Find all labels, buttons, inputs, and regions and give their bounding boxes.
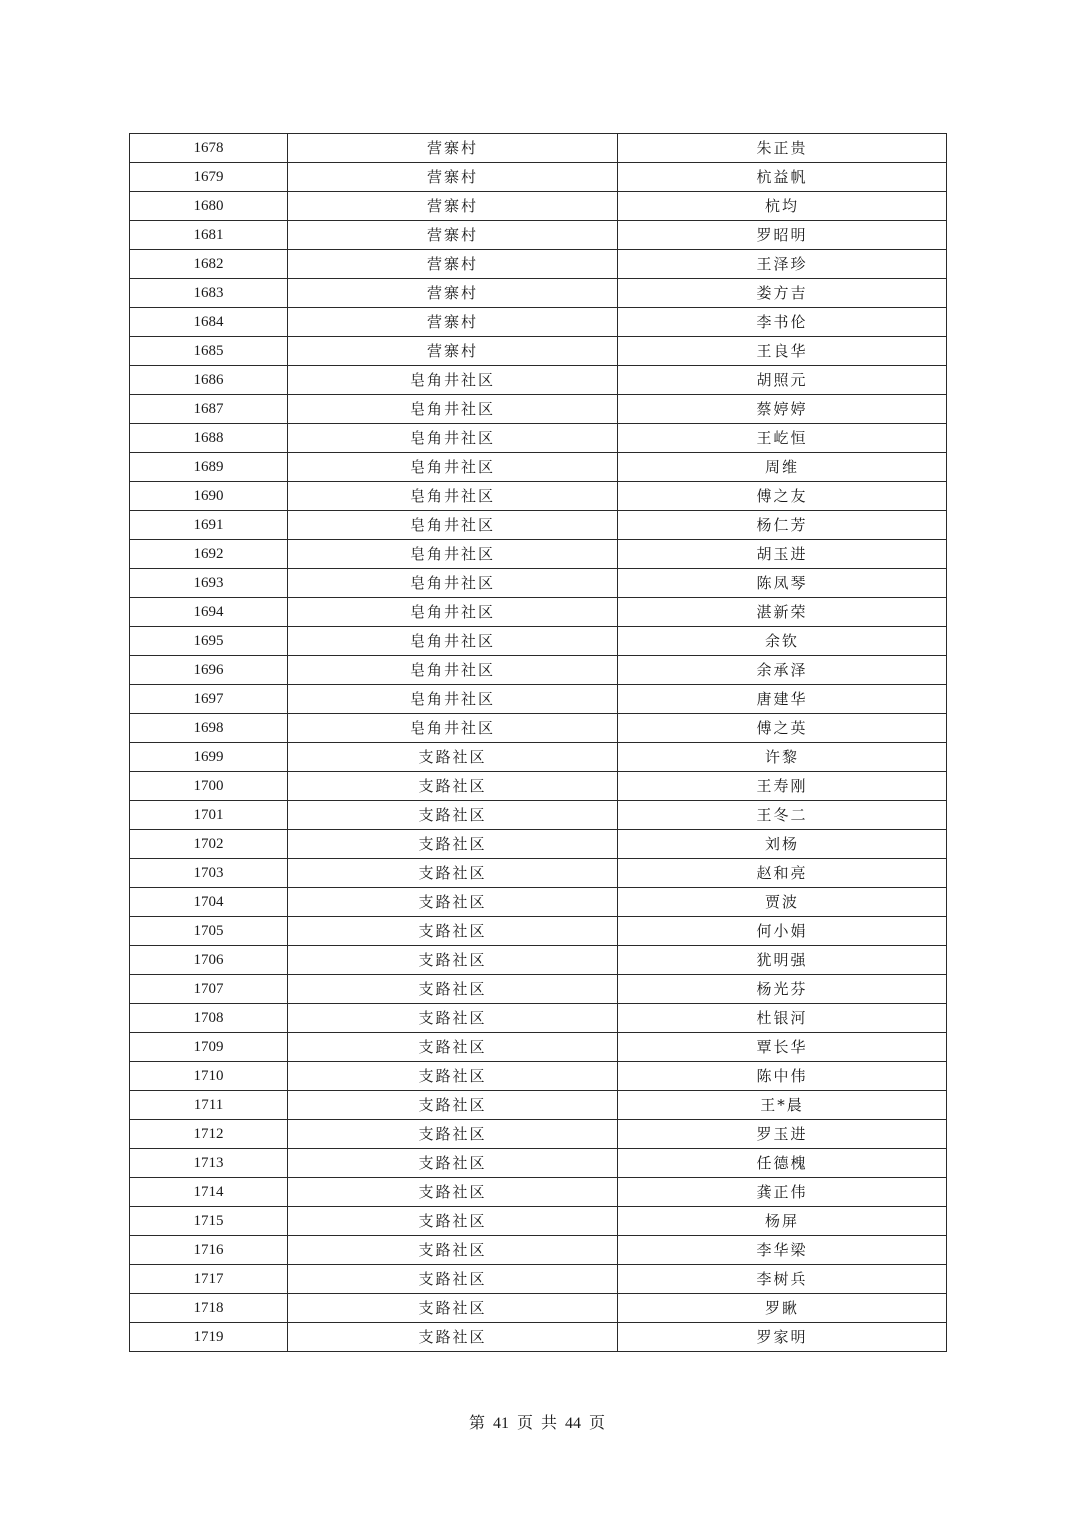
row-number-cell: 1699 <box>130 743 288 772</box>
name-cell: 罗昭明 <box>618 221 947 250</box>
row-number-cell: 1693 <box>130 569 288 598</box>
row-number-cell: 1716 <box>130 1236 288 1265</box>
community-cell: 皂角井社区 <box>288 627 618 656</box>
name-cell: 王良华 <box>618 337 947 366</box>
row-number-cell: 1694 <box>130 598 288 627</box>
row-number-cell: 1709 <box>130 1033 288 1062</box>
row-number-cell: 1682 <box>130 250 288 279</box>
community-cell: 支路社区 <box>288 743 618 772</box>
row-number-cell: 1718 <box>130 1294 288 1323</box>
table-row <box>130 975 947 1004</box>
table-row <box>130 772 947 801</box>
table-row <box>130 627 947 656</box>
community-cell: 支路社区 <box>288 1236 618 1265</box>
table-row <box>130 1265 947 1294</box>
row-number-cell: 1698 <box>130 714 288 743</box>
community-cell: 支路社区 <box>288 917 618 946</box>
table-row <box>130 482 947 511</box>
community-cell: 皂角井社区 <box>288 540 618 569</box>
community-cell: 皂角井社区 <box>288 511 618 540</box>
table-row <box>130 859 947 888</box>
row-number-cell: 1686 <box>130 366 288 395</box>
community-cell: 营寨村 <box>288 134 618 163</box>
name-cell: 犹明强 <box>618 946 947 975</box>
row-number-cell: 1708 <box>130 1004 288 1033</box>
name-cell: 王寿刚 <box>618 772 947 801</box>
name-cell: 王泽珍 <box>618 250 947 279</box>
table-row <box>130 1149 947 1178</box>
roster-table-body <box>130 134 947 1352</box>
row-number-cell: 1697 <box>130 685 288 714</box>
footer-current-page: 41 <box>492 1415 509 1432</box>
name-cell: 赵和亮 <box>618 859 947 888</box>
community-cell: 皂角井社区 <box>288 366 618 395</box>
table-row <box>130 395 947 424</box>
table-row <box>130 1004 947 1033</box>
community-cell: 支路社区 <box>288 801 618 830</box>
table-row <box>130 250 947 279</box>
footer-suffix: 页 <box>589 1415 606 1432</box>
table-row <box>130 1294 947 1323</box>
row-number-cell: 1684 <box>130 308 288 337</box>
table-row <box>130 830 947 859</box>
name-cell: 任德槐 <box>618 1149 947 1178</box>
community-cell: 支路社区 <box>288 975 618 1004</box>
name-cell: 许黎 <box>618 743 947 772</box>
name-cell: 何小娟 <box>618 917 947 946</box>
row-number-cell: 1681 <box>130 221 288 250</box>
name-cell: 陈中伟 <box>618 1062 947 1091</box>
community-cell: 支路社区 <box>288 1033 618 1062</box>
row-number-cell: 1696 <box>130 656 288 685</box>
footer-prefix: 第 <box>468 1415 485 1432</box>
table-row <box>130 946 947 975</box>
table-row <box>130 685 947 714</box>
table-row <box>130 1062 947 1091</box>
name-cell: 王*晨 <box>618 1091 947 1120</box>
table-row <box>130 163 947 192</box>
name-cell: 娄方吉 <box>618 279 947 308</box>
table-row <box>130 656 947 685</box>
footer-total-pages: 44 <box>565 1415 582 1432</box>
row-number-cell: 1703 <box>130 859 288 888</box>
table-row <box>130 1236 947 1265</box>
roster-table <box>129 133 947 1352</box>
name-cell: 龚正伟 <box>618 1178 947 1207</box>
community-cell: 皂角井社区 <box>288 482 618 511</box>
table-row <box>130 1178 947 1207</box>
name-cell: 刘杨 <box>618 830 947 859</box>
community-cell: 皂角井社区 <box>288 714 618 743</box>
footer-total-word: 共 <box>541 1415 558 1432</box>
community-cell: 支路社区 <box>288 830 618 859</box>
name-cell: 李树兵 <box>618 1265 947 1294</box>
community-cell: 皂角井社区 <box>288 598 618 627</box>
community-cell: 支路社区 <box>288 1149 618 1178</box>
table-row <box>130 453 947 482</box>
community-cell: 皂角井社区 <box>288 685 618 714</box>
table-row <box>130 279 947 308</box>
name-cell: 杨仁芳 <box>618 511 947 540</box>
row-number-cell: 1688 <box>130 424 288 453</box>
community-cell: 营寨村 <box>288 192 618 221</box>
page-footer <box>0 1410 1074 1433</box>
name-cell: 陈凤琴 <box>618 569 947 598</box>
row-number-cell: 1691 <box>130 511 288 540</box>
name-cell: 胡照元 <box>618 366 947 395</box>
table-row <box>130 598 947 627</box>
table-row <box>130 917 947 946</box>
row-number-cell: 1711 <box>130 1091 288 1120</box>
row-number-cell: 1683 <box>130 279 288 308</box>
name-cell: 傅之英 <box>618 714 947 743</box>
community-cell: 支路社区 <box>288 1062 618 1091</box>
community-cell: 支路社区 <box>288 1178 618 1207</box>
table-row <box>130 1120 947 1149</box>
table-row <box>130 1091 947 1120</box>
name-cell: 李书伦 <box>618 308 947 337</box>
community-cell: 营寨村 <box>288 163 618 192</box>
row-number-cell: 1705 <box>130 917 288 946</box>
name-cell: 朱正贵 <box>618 134 947 163</box>
row-number-cell: 1701 <box>130 801 288 830</box>
name-cell: 罗家明 <box>618 1323 947 1352</box>
name-cell: 杨光芬 <box>618 975 947 1004</box>
community-cell: 营寨村 <box>288 250 618 279</box>
community-cell: 支路社区 <box>288 859 618 888</box>
row-number-cell: 1714 <box>130 1178 288 1207</box>
name-cell: 罗瞅 <box>618 1294 947 1323</box>
row-number-cell: 1706 <box>130 946 288 975</box>
community-cell: 支路社区 <box>288 946 618 975</box>
table-row <box>130 221 947 250</box>
row-number-cell: 1712 <box>130 1120 288 1149</box>
name-cell: 杭益帆 <box>618 163 947 192</box>
name-cell: 余承泽 <box>618 656 947 685</box>
table-row <box>130 888 947 917</box>
table-row <box>130 801 947 830</box>
name-cell: 唐建华 <box>618 685 947 714</box>
row-number-cell: 1710 <box>130 1062 288 1091</box>
name-cell: 胡玉进 <box>618 540 947 569</box>
row-number-cell: 1702 <box>130 830 288 859</box>
community-cell: 营寨村 <box>288 337 618 366</box>
name-cell: 杜银河 <box>618 1004 947 1033</box>
row-number-cell: 1680 <box>130 192 288 221</box>
community-cell: 支路社区 <box>288 1004 618 1033</box>
community-cell: 支路社区 <box>288 1265 618 1294</box>
table-row <box>130 1323 947 1352</box>
name-cell: 湛新荣 <box>618 598 947 627</box>
row-number-cell: 1678 <box>130 134 288 163</box>
name-cell: 余钦 <box>618 627 947 656</box>
table-row <box>130 424 947 453</box>
name-cell: 贾波 <box>618 888 947 917</box>
community-cell: 支路社区 <box>288 1294 618 1323</box>
row-number-cell: 1692 <box>130 540 288 569</box>
row-number-cell: 1679 <box>130 163 288 192</box>
community-cell: 支路社区 <box>288 1323 618 1352</box>
row-number-cell: 1713 <box>130 1149 288 1178</box>
table-row <box>130 308 947 337</box>
table-row <box>130 743 947 772</box>
community-cell: 支路社区 <box>288 1091 618 1120</box>
row-number-cell: 1690 <box>130 482 288 511</box>
row-number-cell: 1695 <box>130 627 288 656</box>
community-cell: 皂角井社区 <box>288 453 618 482</box>
community-cell: 支路社区 <box>288 1120 618 1149</box>
community-cell: 皂角井社区 <box>288 424 618 453</box>
row-number-cell: 1687 <box>130 395 288 424</box>
table-row <box>130 714 947 743</box>
community-cell: 皂角井社区 <box>288 395 618 424</box>
table-row <box>130 511 947 540</box>
row-number-cell: 1707 <box>130 975 288 1004</box>
name-cell: 王屹恒 <box>618 424 947 453</box>
table-row <box>130 192 947 221</box>
name-cell: 罗玉进 <box>618 1120 947 1149</box>
row-number-cell: 1689 <box>130 453 288 482</box>
name-cell: 傅之友 <box>618 482 947 511</box>
name-cell: 蔡婷婷 <box>618 395 947 424</box>
community-cell: 皂角井社区 <box>288 656 618 685</box>
table-row <box>130 1033 947 1062</box>
footer-page-word: 页 <box>516 1415 533 1432</box>
row-number-cell: 1685 <box>130 337 288 366</box>
community-cell: 营寨村 <box>288 221 618 250</box>
community-cell: 营寨村 <box>288 308 618 337</box>
name-cell: 覃长华 <box>618 1033 947 1062</box>
community-cell: 营寨村 <box>288 279 618 308</box>
row-number-cell: 1715 <box>130 1207 288 1236</box>
name-cell: 杨屏 <box>618 1207 947 1236</box>
table-row <box>130 569 947 598</box>
community-cell: 支路社区 <box>288 772 618 801</box>
table-row <box>130 134 947 163</box>
name-cell: 杭均 <box>618 192 947 221</box>
row-number-cell: 1700 <box>130 772 288 801</box>
row-number-cell: 1719 <box>130 1323 288 1352</box>
table-row <box>130 337 947 366</box>
row-number-cell: 1704 <box>130 888 288 917</box>
name-cell: 周维 <box>618 453 947 482</box>
community-cell: 皂角井社区 <box>288 569 618 598</box>
name-cell: 王冬二 <box>618 801 947 830</box>
table-row <box>130 540 947 569</box>
community-cell: 支路社区 <box>288 1207 618 1236</box>
table-row <box>130 366 947 395</box>
name-cell: 李华梁 <box>618 1236 947 1265</box>
row-number-cell: 1717 <box>130 1265 288 1294</box>
community-cell: 支路社区 <box>288 888 618 917</box>
table-row <box>130 1207 947 1236</box>
